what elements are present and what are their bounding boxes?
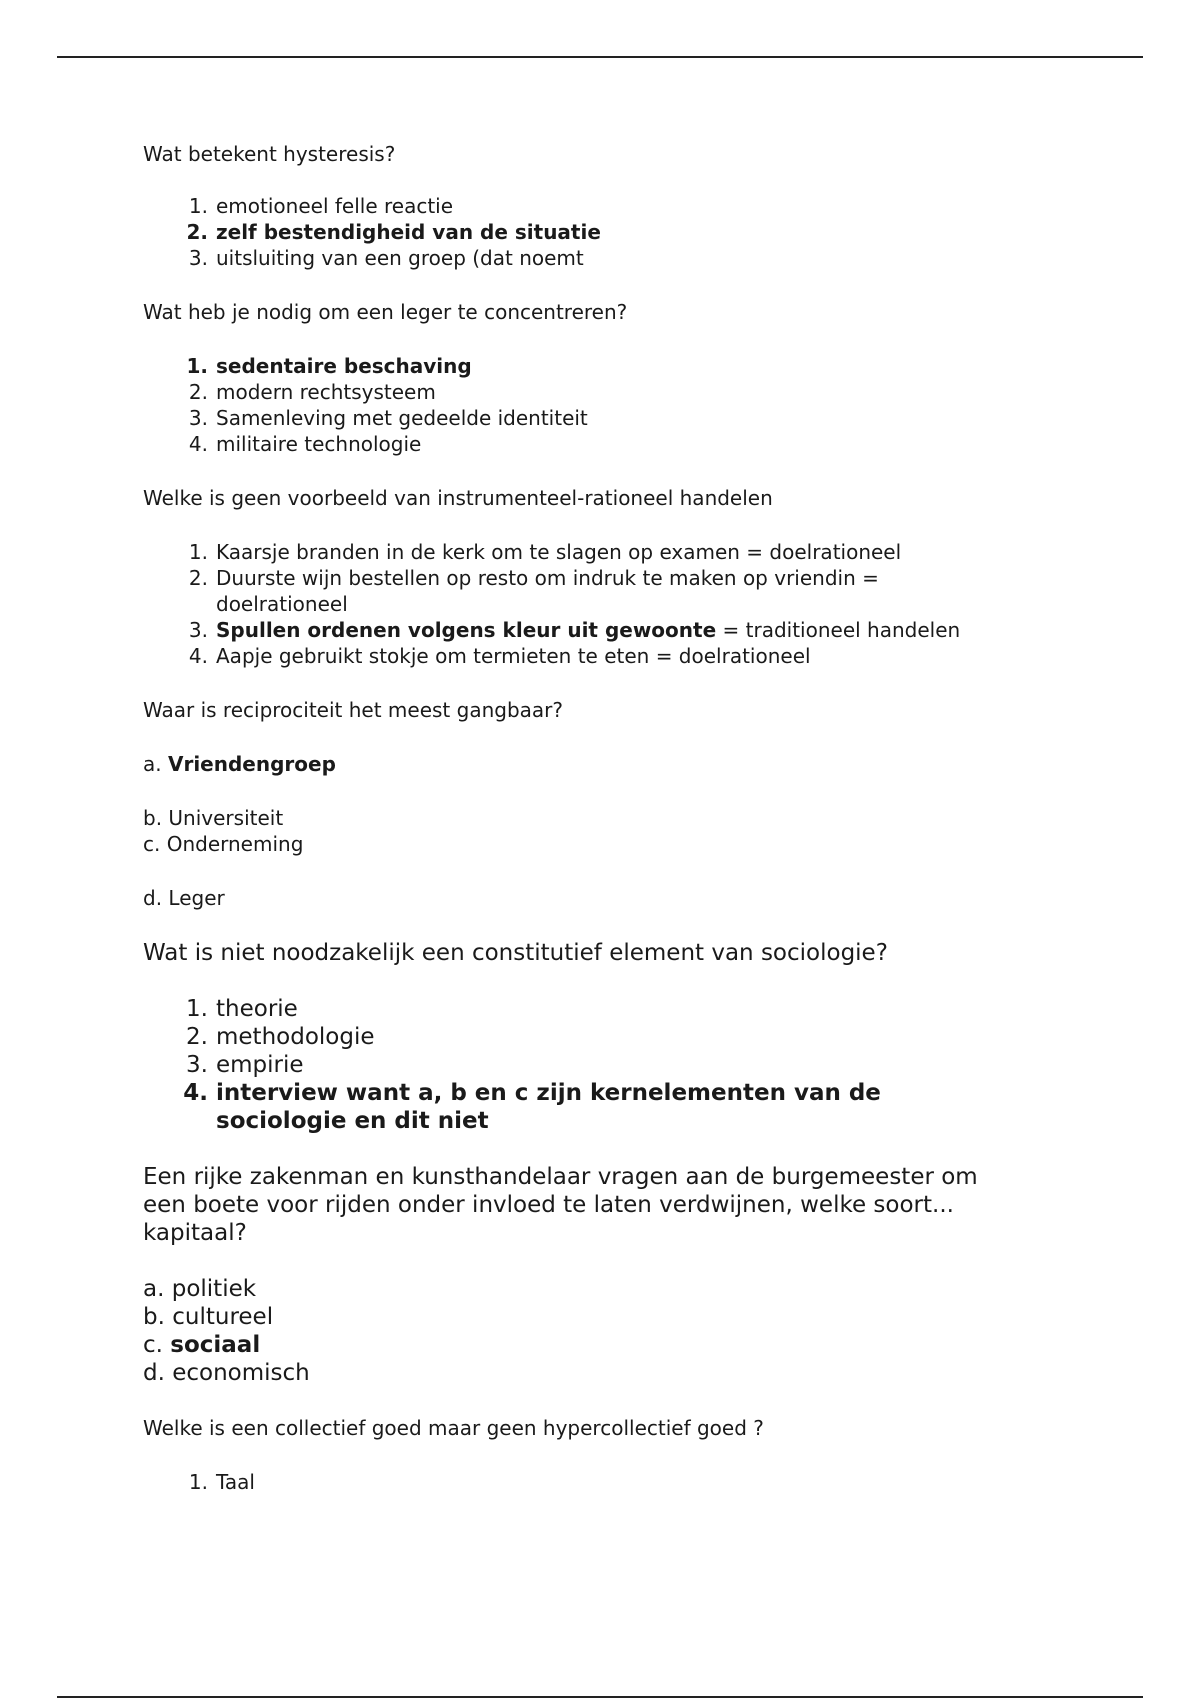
document-body xyxy=(143,141,1063,1495)
option: 1. theorie xyxy=(186,996,298,1022)
option: 1. emotioneel felle reactie xyxy=(188,194,454,218)
header-rule xyxy=(57,56,1143,58)
option: 2. Duurste wijn bestellen op resto om indruk te maken op vriendin = doelrationeel xyxy=(188,566,879,616)
option: 1. Kaarsje branden in de kerk om te slagen op examen = doelrationeel xyxy=(188,540,902,564)
question-7: Welke is een collectief goed maar geen hypercollectief goed ? xyxy=(143,1416,764,1440)
option: 2. modern rechtsysteem xyxy=(188,380,436,404)
question-5-options xyxy=(143,995,1063,1135)
question-2: Wat heb je nodig om een leger te concentreren? xyxy=(143,300,628,324)
option: 1. Taal xyxy=(188,1470,255,1494)
question-6: Een rijke zakenman en kunsthandelaar vragen aan de burgemeester om een boete voor rijden onder invloed te laten verdwijnen, welke soort... kapitaal? xyxy=(143,1164,978,1246)
option: d. Leger xyxy=(143,886,225,910)
question-3: Welke is geen voorbeeld van instrumenteel-rationeel handelen xyxy=(143,486,773,510)
question-1-options xyxy=(143,193,1063,271)
option: 4. Aapje gebruikt stokje om termieten te eten = doelrationeel xyxy=(188,644,811,668)
option-correct: 3. Spullen ordenen volgens kleur uit gewoonte = traditioneel handelen xyxy=(188,618,961,642)
option: 3. uitsluiting van een groep (dat noemt xyxy=(188,246,584,270)
option: a. politiek xyxy=(143,1276,257,1302)
option-correct: 2. zelf bestendigheid van de situatie xyxy=(186,220,601,244)
option: 4. militaire technologie xyxy=(188,432,422,456)
question-3-options xyxy=(143,539,1063,669)
question-6-options xyxy=(143,1275,1063,1387)
question-7-options xyxy=(143,1469,1063,1495)
question-4-options xyxy=(143,751,1063,911)
option: 3. Samenleving met gedeelde identiteit xyxy=(188,406,588,430)
option: 2. methodologie xyxy=(186,1024,375,1050)
option-correct: 4. interview want a, b en c zijn kernelementen van de sociologie en dit niet xyxy=(183,1080,881,1134)
footer-rule xyxy=(57,1696,1143,1698)
option: c. Onderneming xyxy=(143,832,304,856)
option-correct: c. sociaal xyxy=(143,1332,261,1358)
option-correct: 1. sedentaire beschaving xyxy=(186,354,472,378)
option-correct: a. Vriendengroep xyxy=(143,752,336,776)
question-5: Wat is niet noodzakelijk een constitutief element van sociologie? xyxy=(143,940,888,966)
question-4: Waar is reciprociteit het meest gangbaar? xyxy=(143,698,563,722)
option: 3. empirie xyxy=(186,1052,304,1078)
option: b. cultureel xyxy=(143,1304,274,1330)
question-1: Wat betekent hysteresis? xyxy=(143,142,396,166)
option: d. economisch xyxy=(143,1360,310,1386)
question-2-options xyxy=(143,353,1063,457)
option: b. Universiteit xyxy=(143,806,284,830)
